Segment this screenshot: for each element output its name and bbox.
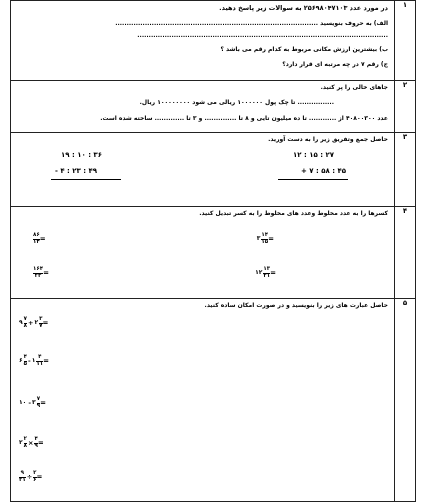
expression-2 (19, 355, 49, 368)
operator: ÷ (26, 472, 33, 481)
question-number: ۴ (395, 207, 416, 299)
question-row-3 (11, 133, 416, 207)
fraction (261, 233, 268, 246)
denominator: ۹ (36, 402, 41, 409)
expression-3 (19, 397, 46, 410)
expression-4 (19, 437, 44, 450)
question-prompt: حاصل عبارت های زیر را بنویسید و در صورت امکان ساده کنید. (204, 302, 388, 309)
denominator: ۵ (23, 360, 28, 367)
improper-fraction-1 (33, 233, 46, 246)
time-right-bottom: + ۷ : ۵۸ : ۴۵ (300, 167, 346, 175)
denominator: ۱۴ (33, 238, 40, 245)
question-row-1 (11, 1, 416, 81)
question-row-5 (11, 299, 416, 502)
question-prompt: کسرها را به عدد مخلوط وعدد های مخلوط را به کسر تبدیل کنید. (199, 210, 388, 217)
denominator: ۲۱ (263, 272, 271, 279)
numerator: ۹ (20, 470, 25, 476)
question-number: ۵ (395, 299, 416, 502)
time-left-bottom: - ۴ : ۲۳ : ۴۹ (55, 167, 98, 175)
equals-sign: = (39, 234, 46, 243)
equals-sign: = (43, 356, 49, 365)
numerator: ۳ (39, 316, 43, 322)
denominator: ۱۵ (261, 238, 269, 245)
fraction (19, 471, 26, 484)
denominator: ۶ (33, 476, 37, 483)
denominator: ۹ (34, 442, 38, 449)
answer-line-a: الف) به حروف بنویسید ......................................................................................... (115, 20, 388, 27)
whole-part: ۲ (19, 439, 23, 447)
equals-sign: = (40, 398, 46, 407)
question-row-4 (11, 207, 416, 299)
numerator: ۴ (38, 354, 42, 360)
whole-part: ۱ (31, 357, 36, 365)
fill-blank-line-2: عدد ۴۰۸۰۰۳۰۰ از ............ تا ده میلیون تایی و ۸ تا .............. و ۳ تا ............. ساخته شده است. (100, 115, 388, 122)
whole-part: ۹ (19, 319, 23, 327)
question-body (11, 207, 395, 299)
fill-blank-line-1: ................ تا چک پول ۱۰۰۰۰۰۰ ریالی می شود ۱۰۰۰۰۰۰۰۰ ریال. (139, 99, 334, 106)
fraction (33, 267, 43, 280)
equals-sign: = (43, 268, 49, 277)
question-part-b: ب) بیشترین ارزش مکانی مربوط به کدام رقم می باشد ؟ (220, 46, 388, 53)
denominator: ۸ (23, 442, 28, 449)
equals-sign: = (268, 234, 274, 243)
equals-sign: = (270, 268, 276, 277)
whole-part: ۱۰ (19, 399, 27, 407)
numerator: ۱۴ (261, 232, 269, 238)
denominator: ۲۱ (19, 476, 26, 483)
numerator: ۱۶۴ (33, 266, 44, 272)
equals-sign: = (37, 438, 44, 447)
mixed-number-1 (257, 233, 274, 246)
numerator: ۲ (23, 436, 28, 442)
answer-underline (278, 179, 348, 180)
question-number: ۱ (395, 1, 416, 81)
numerator: ۱۳ (263, 266, 271, 272)
mixed-number-2 (255, 267, 276, 280)
answer-line-a2: .............................................................................................................. (137, 32, 388, 39)
whole-part: ۶ (19, 357, 23, 365)
operator: - (28, 356, 31, 365)
question-body (11, 299, 395, 502)
denominator: ۸ (23, 322, 28, 329)
answer-underline (51, 179, 121, 180)
numerator: ۲ (33, 470, 37, 476)
whole-part: ۱۲ (255, 269, 263, 277)
question-prompt: حاصل جمع وتفریق زیر را به دست آورید. (268, 136, 388, 143)
question-number: ۳ (395, 133, 416, 207)
whole-part: ۲ (34, 319, 39, 327)
denominator: ۲۳ (34, 272, 42, 279)
numerator: ۷ (23, 316, 28, 322)
numerator: ۸۶ (33, 232, 40, 238)
denominator: ۷ (39, 322, 43, 329)
question-part-c: ج) رقم ۷ در چه مرتبه ای قرار دارد؟ (282, 61, 388, 68)
numerator: ۴ (23, 354, 28, 360)
numerator: ۷ (36, 396, 41, 402)
question-body (11, 133, 395, 207)
operator: × (28, 438, 34, 447)
operator: + (28, 318, 34, 327)
fraction (263, 267, 270, 280)
question-body (11, 1, 395, 81)
equals-sign: = (42, 318, 49, 327)
denominator: ۱۱ (36, 360, 44, 367)
question-body (11, 81, 395, 133)
fraction (33, 233, 40, 246)
equals-sign: = (36, 472, 43, 481)
operator: - (28, 398, 32, 407)
time-right-top: ۱۲ : ۱۵ : ۲۷ (293, 151, 334, 159)
exam-table (10, 0, 416, 502)
question-prompt: جاهای خالی را پر کنید. (320, 84, 388, 91)
question-number: ۲ (395, 81, 416, 133)
expression-5 (19, 471, 42, 484)
whole-part: ۳ (32, 399, 36, 407)
whole-part: ۳ (256, 235, 261, 243)
question-prompt: در مورد عدد ۲۵۶۹۸۰۴۷۱۰۳ به سوالات زیر پاسخ دهید. (219, 4, 388, 12)
fraction (36, 355, 43, 368)
question-row-2 (11, 81, 416, 133)
time-left-top: ۱۹ : ۱۰ : ۳۶ (61, 151, 102, 159)
improper-fraction-2 (33, 267, 49, 280)
expression-1 (19, 317, 48, 330)
numerator: ۴ (34, 436, 38, 442)
